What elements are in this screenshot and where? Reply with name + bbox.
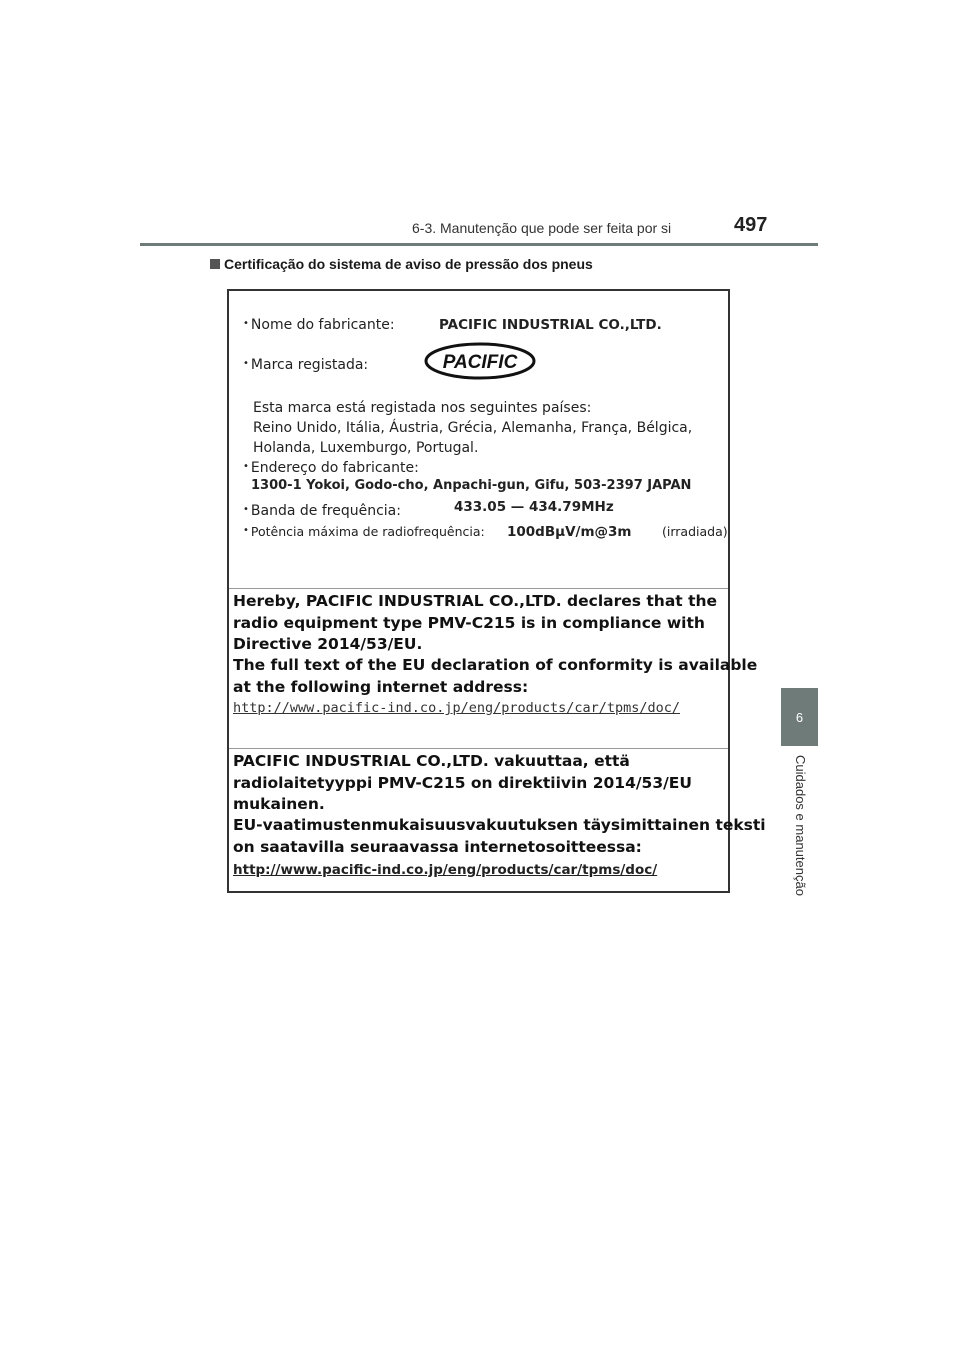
pacific-logo-text: PACIFIC	[442, 352, 518, 373]
band-value: 433.05 — 434.79MHz	[454, 499, 614, 515]
manufacturer-value: PACIFIC INDUSTRIAL CO.,LTD.	[439, 317, 662, 333]
en-line-4: The full text of the EU declaration of conformity is available	[233, 656, 758, 674]
manufacturer-label: Nome do fabricante:	[250, 317, 395, 333]
page-header-section: 6-3. Manutenção que pode ser feita por si	[412, 220, 672, 236]
certificate-label	[227, 289, 766, 893]
square-bullet-icon	[210, 259, 220, 269]
page-number: 497	[734, 214, 768, 236]
chapter-title: Cuidados e manutenção	[793, 755, 808, 896]
fi-line-2: radiolaitetyyppi PMV-C215 on direktiivin 2014/53/EU	[233, 774, 692, 792]
en-line-5: at the following internet address:	[233, 678, 529, 696]
fi-line-3: mukainen.	[233, 795, 325, 813]
pacific-logo-icon	[424, 342, 536, 380]
trademark-label: Marca registada:	[250, 357, 369, 373]
manufacturer-row: • Nome do fabricante:	[243, 317, 395, 333]
band-label: Banda de frequência:	[250, 503, 401, 519]
en-line-1: Hereby, PACIFIC INDUSTRIAL CO.,LTD. declares that the	[233, 592, 718, 610]
chapter-tab	[781, 688, 818, 746]
section-heading	[210, 256, 593, 272]
en-declaration-url[interactable]: http://www.pacific-ind.co.jp/eng/products/car/tpms/doc/	[233, 700, 681, 716]
power-row: • Potência máxima de radiofrequência:	[243, 524, 485, 539]
trademark-note-1: Esta marca está registada nos seguintes países:	[253, 400, 592, 416]
address-label: Endereço do fabricante:	[250, 460, 419, 476]
fi-line-4: EU-vaatimustenmukaisuusvakuutuksen täysimittainen teksti	[233, 816, 766, 834]
trademark-row: • Marca registada:	[243, 357, 369, 373]
fi-declaration-url[interactable]: http://www.pacific-ind.co.jp/eng/products/car/tpms/doc/	[233, 862, 658, 878]
power-value: 100dBµV/m@3m	[507, 524, 632, 540]
english-declaration	[229, 588, 758, 749]
power-suffix: (irradiada)	[662, 524, 728, 539]
chapter-number: 6	[795, 709, 804, 725]
fi-line-5: on saatavilla seuraavassa internetosoitteessa:	[233, 838, 642, 856]
en-line-3: Directive 2014/53/EU.	[233, 635, 423, 653]
trademark-note-3: Holanda, Luxemburgo, Portugal.	[253, 440, 479, 456]
power-label: Potência máxima de radiofrequência:	[250, 524, 485, 539]
fi-line-1: PACIFIC INDUSTRIAL CO.,LTD. vakuuttaa, että	[233, 752, 630, 770]
finnish-declaration	[229, 748, 766, 893]
en-line-2: radio equipment type PMV-C215 is in compliance with	[233, 614, 705, 632]
trademark-note-2: Reino Unido, Itália, Áustria, Grécia, Alemanha, França, Bélgica,	[253, 420, 693, 436]
header-divider	[140, 243, 818, 246]
section-heading-text: Certificação do sistema de aviso de pressão dos pneus	[224, 256, 593, 272]
address-row: • Endereço do fabricante:	[243, 460, 419, 476]
address-value: 1300-1 Yokoi, Godo-cho, Anpachi-gun, Gifu, 503-2397 JAPAN	[251, 478, 692, 493]
certificate-info-block	[229, 291, 728, 589]
band-row: • Banda de frequência:	[243, 503, 401, 519]
